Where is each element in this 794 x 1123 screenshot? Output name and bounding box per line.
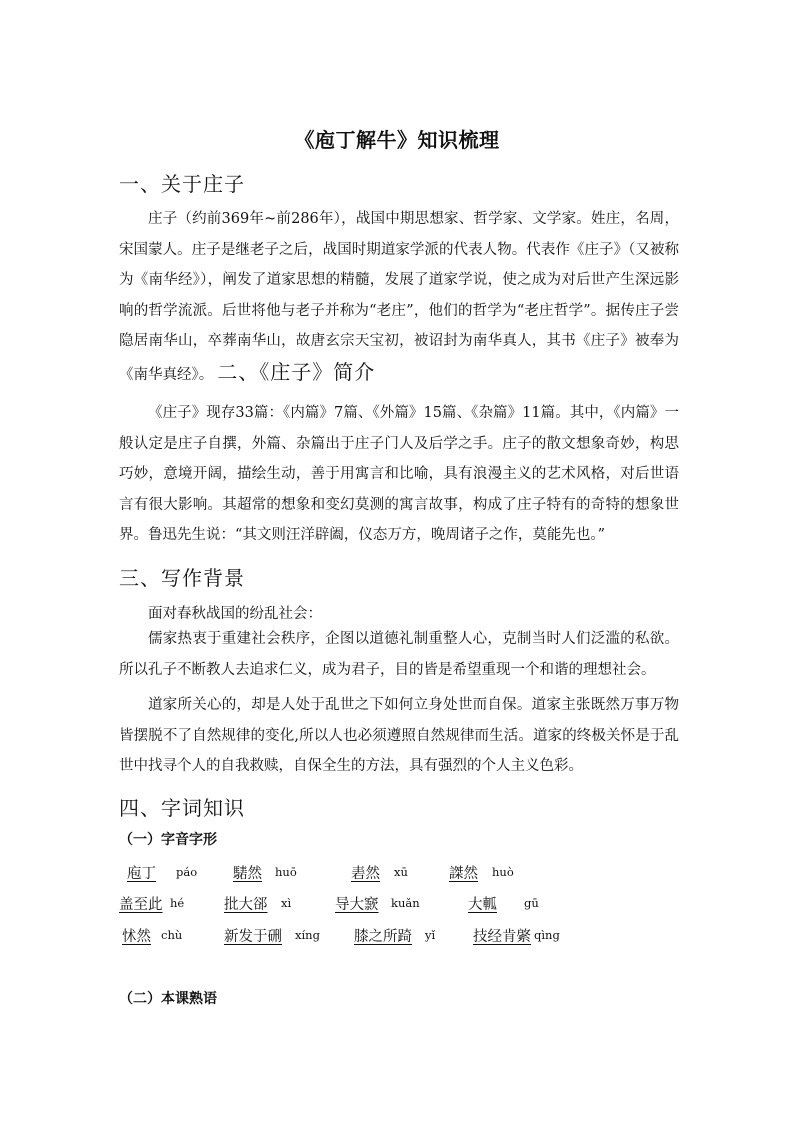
vocab-word: 謋然: [449, 866, 478, 882]
vocab-pinyin: xì: [281, 896, 292, 910]
document-title: 《庖丁解牛》知识梳理: [294, 128, 500, 152]
about-zhuangzi-text: 庄子（约前369年~前286年），战国中期思想家、哲学家、文学家。姓庄，名周，宋国蒙人。庄子是继老子之后，战国时期道家学派的代表人物。代表作《庄子》（又被称为《南华经》），阐发了道家思想的精髓，发展了道家学说，使之成为对后世产生深远影响的哲学流派。后世将他与老子并称为“老庄”，他们的哲学为“老庄哲学”。据传庄子尝隐居南华山，卒葬南华山，故唐玄宗天宝初，被诏封为南华真人，其书《庄子》被奉为《南华真经》。: [119, 211, 679, 383]
vocab-pinyin: xū: [394, 865, 408, 879]
section-heading-about-zhuangzi: 一、关于庄子: [119, 172, 245, 196]
vocab-pinyin: huò: [492, 865, 514, 879]
vocab-pinyin: huō: [275, 865, 297, 879]
section-heading-background: 三、写作背景: [119, 566, 245, 590]
vocab-pinyin: gū: [524, 896, 539, 910]
vocab-pinyin: chù: [161, 928, 183, 942]
background-intro-line: 面对春秋战国的纷乱社会：: [148, 606, 322, 622]
section-heading-vocabulary: 四、字词知识: [119, 796, 245, 820]
vocab-word: 怵然: [122, 929, 151, 945]
vocab-pinyin: yǐ: [425, 928, 436, 942]
background-taoist-paragraph: 道家所关心的，却是人处于乱世之下如何立身处世而自保。道家主张既然万事万物皆摆脱不了自然规律的变化,所以人也必须遵照自然规律而生活。道家的终极关怀是于乱世中找寻个人的自我救赎，自保全生的方法，具有强烈的个人主义色彩。: [119, 697, 679, 774]
vocab-word: 庖丁: [127, 866, 156, 882]
vocab-word: 技经肯綮: [473, 929, 531, 945]
vocab-word: 大軱: [468, 897, 497, 913]
vocab-word: 騞然: [233, 866, 262, 882]
vocab-word: 砉然: [351, 866, 380, 882]
subheading-pronunciation: （一）字音字形: [119, 832, 217, 848]
section-paragraph-zhuangzi-intro: 《庄子》现存33篇：《内篇》7篇、《外篇》15篇、《杂篇》11篇。其中，《内篇》一般认定是庄子自撰，外篇、杂篇出于庄子门人及后学之手。庄子的散文想象奇妙，构思巧妙，意境开阔，描绘生动，善于用寓言和比喻，具有浪漫主义的艺术风格，对后世语言有很大影响。其超常的想象和变幻莫测的寓言故事，构成了庄子特有的奇特的想象世界。鲁迅先生说：“其文则汪洋辟阖，仪态万方，晚周诸子之作，莫能先也。”: [119, 405, 679, 543]
background-confucian-paragraph: 儒家热衷于重建社会秩序，企图以道德礼制重整人心，克制当时人们泛滥的私欲。所以孔子不断教人去追求仁义，成为君子，目的皆是希望重现一个和谐的理想社会。: [119, 631, 679, 678]
vocab-pinyin: qìng: [534, 928, 560, 942]
vocab-pinyin: páo: [176, 865, 198, 879]
vocab-word: 导大窾: [335, 897, 379, 913]
vocab-word: 新发于硎: [224, 929, 282, 945]
section-heading-zhuangzi-intro: 二、《庄子》简介: [217, 359, 376, 384]
section-paragraph-about-zhuangzi: [119, 204, 679, 390]
subheading-idioms: （二）本课熟语: [119, 991, 217, 1007]
vocab-word: 批大郤: [224, 897, 268, 913]
vocab-pinyin: kuǎn: [391, 896, 420, 910]
vocab-word: 盖至此: [119, 897, 163, 913]
vocab-pinyin: xíng: [295, 928, 320, 942]
vocab-pinyin: hé: [170, 896, 185, 910]
vocab-word: 膝之所踦: [354, 929, 412, 945]
